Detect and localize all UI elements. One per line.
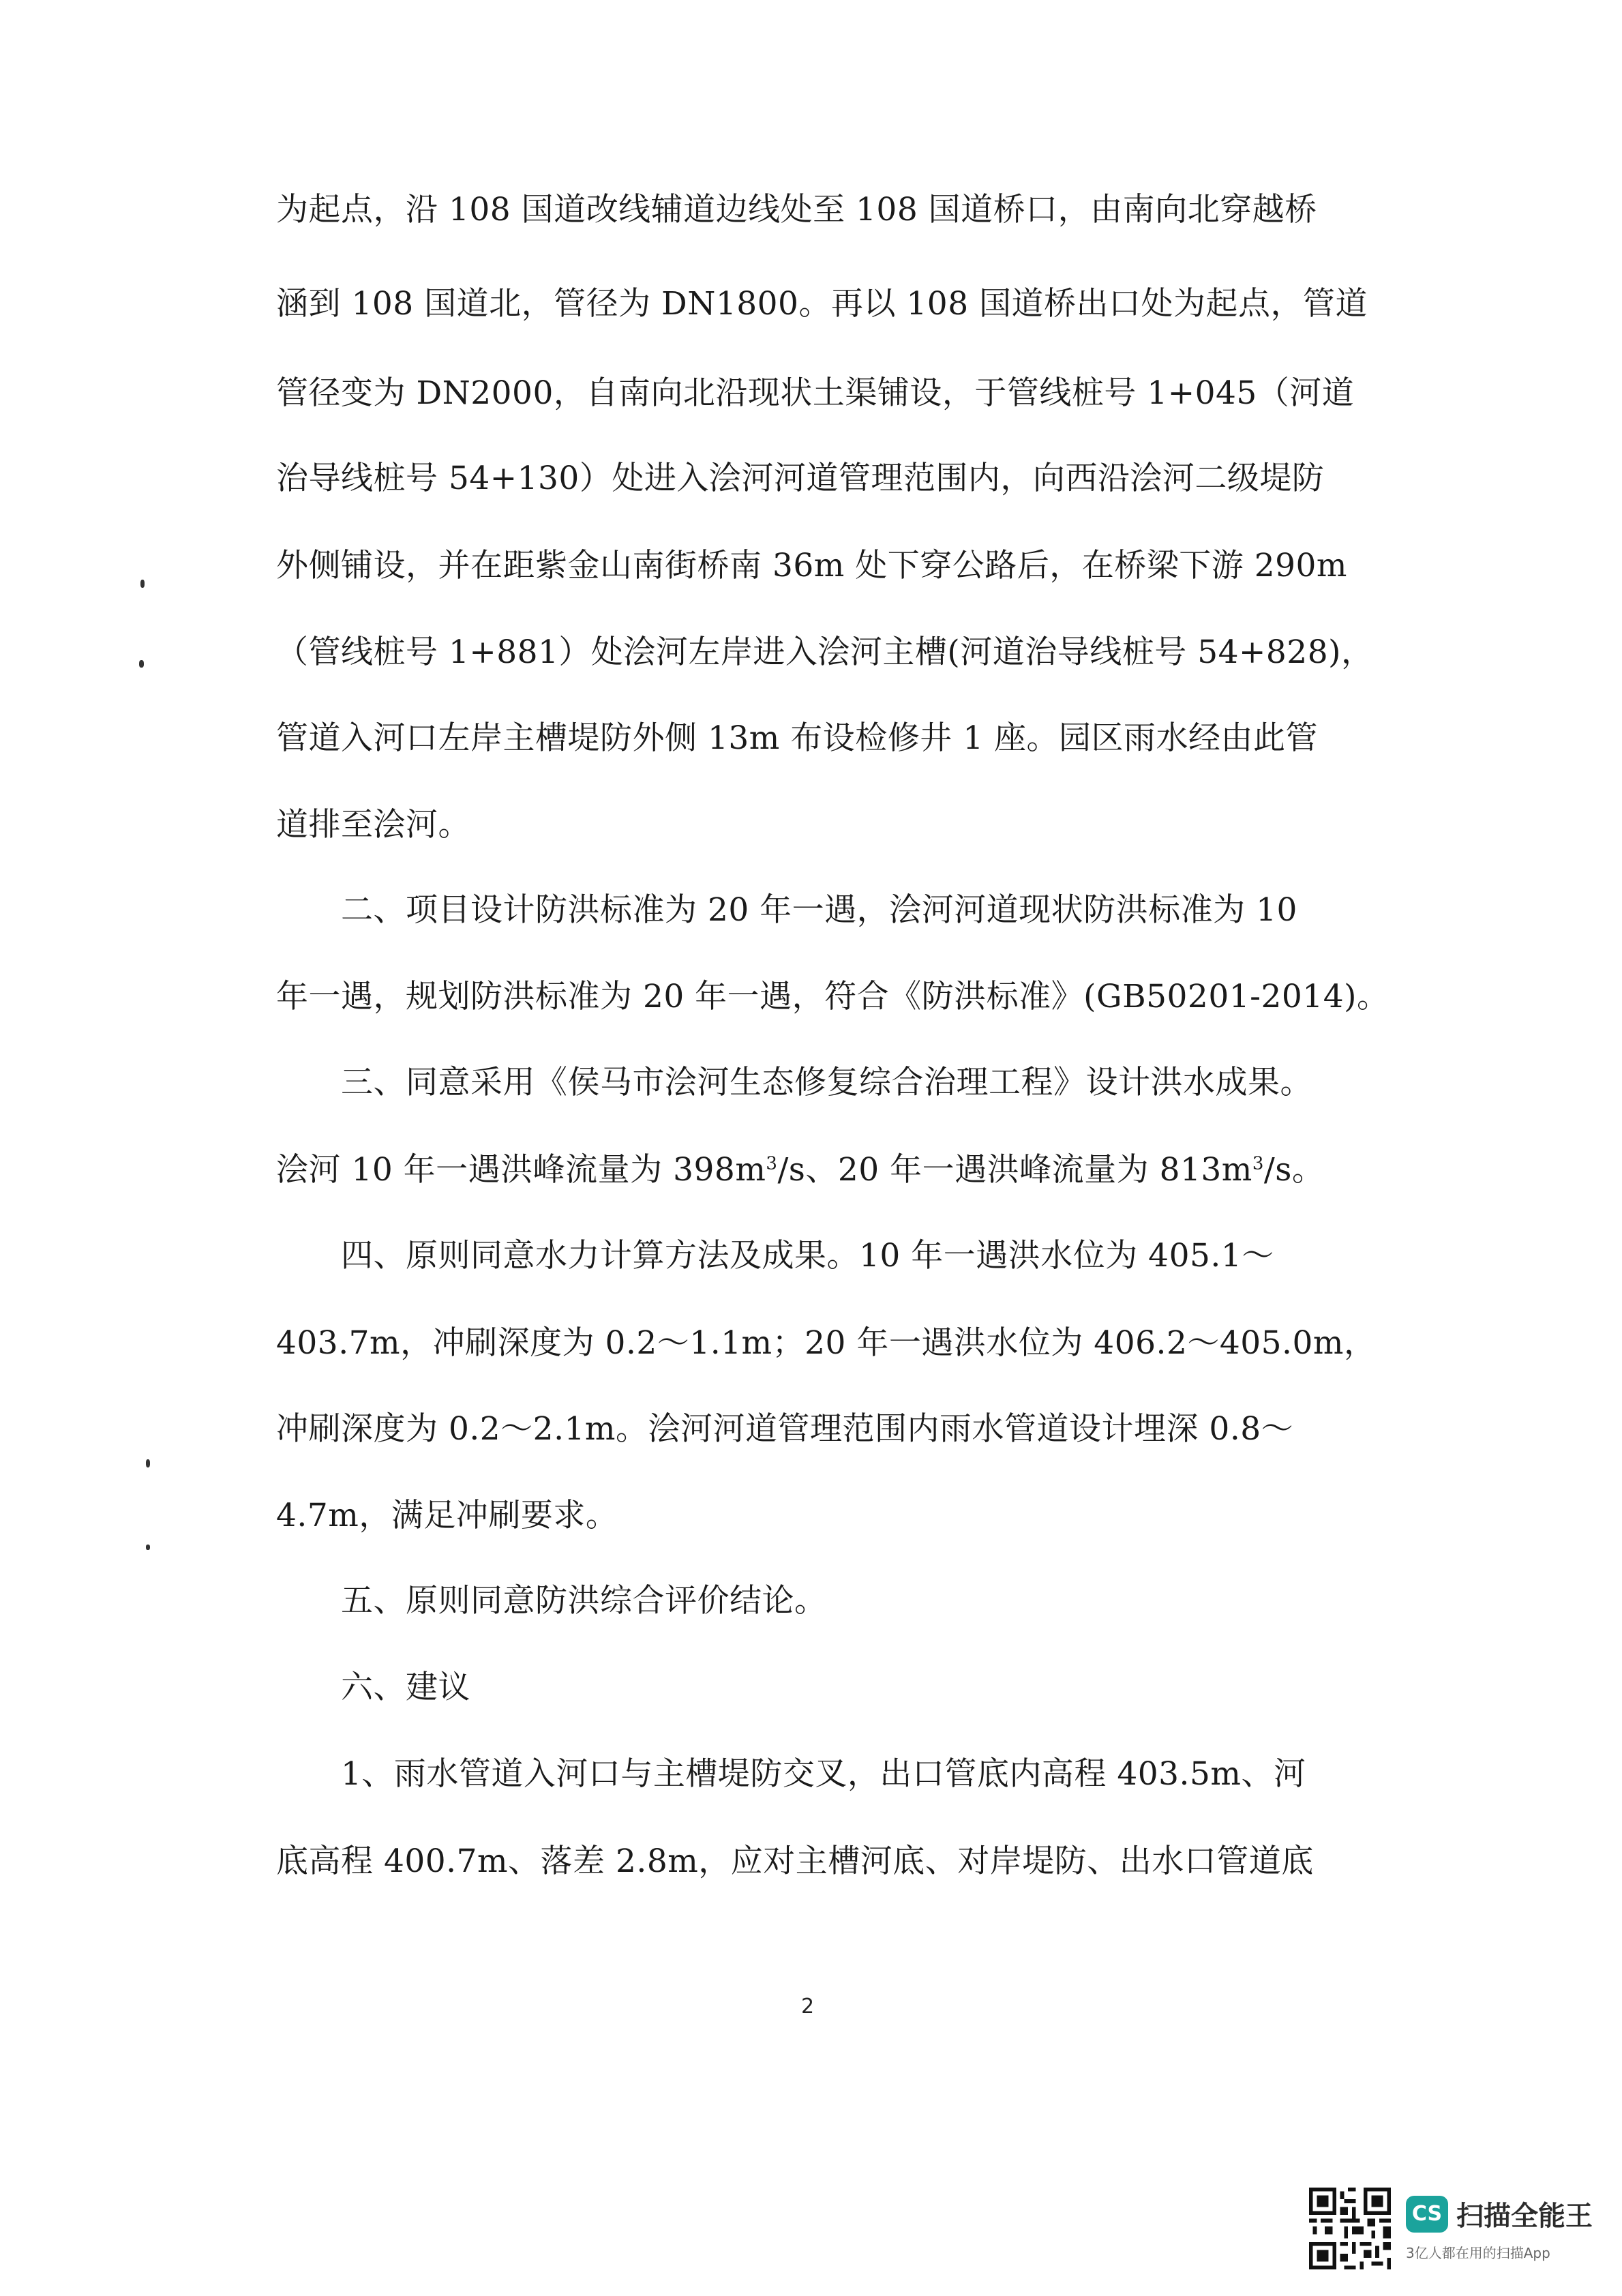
text-line: 为起点，沿 108 国道改线辅道边线处至 108 国道桥口，由南向北穿越桥 (276, 191, 1317, 228)
paragraph-3-line-1: 三、同意采用《侯马市浍河生态修复综合治理工程》设计洪水成果。 (341, 1064, 1312, 1101)
paragraph-2-line-2: 年一遇，规划防洪标准为 20 年一遇，符合《防洪标准》(GB50201-2014)。 (276, 978, 1390, 1015)
scan-speck (146, 1459, 150, 1467)
paragraph-4-line-3: 冲刷深度为 0.2～2.1m。浍河河道管理范围内雨水管道设计埋深 0.8～ (276, 1410, 1294, 1448)
scanner-watermark (1309, 2188, 1609, 2276)
text-line: （管线桩号 1+881）处浍河左岸进入浍河主槽(河道治导线桩号 54+828)， (276, 633, 1374, 671)
paragraph-2-line-1: 二、项目设计防洪标准为 20 年一遇，浍河河道现状防洪标准为 10 (341, 891, 1297, 929)
camscanner-logo-icon: CS (1406, 2196, 1448, 2233)
section-6-heading: 六、建议 (341, 1669, 470, 1706)
text-line: 治导线桩号 54+130）处进入浍河河道管理范围内，向西沿浍河二级堤防 (276, 460, 1325, 497)
superscript-cubed: 3 (1252, 1153, 1264, 1174)
scan-speck (139, 660, 144, 668)
flow-10yr-text: 浍河 10 年一遇洪峰流量为 398m (276, 1151, 766, 1189)
text-line: 外侧铺设，并在距紫金山南街桥南 36m 处下穿公路后，在桥梁下游 290m (276, 547, 1347, 584)
paragraph-5-line-1: 五、原则同意防洪综合评价结论。 (341, 1582, 827, 1620)
flow-20yr-text: /s、20 年一遇洪峰流量为 813m (777, 1151, 1252, 1189)
paragraph-4-line-1: 四、原则同意水力计算方法及成果。10 年一遇洪水位为 405.1～ (341, 1237, 1274, 1274)
scan-speck (146, 1545, 150, 1550)
brand-name: 扫描全能王 (1456, 2201, 1593, 2232)
brand-tagline: 3亿人都在用的扫描App (1406, 2245, 1550, 2261)
page-number: 2 (801, 1995, 815, 2018)
paragraph-4-line-4: 4.7m，满足冲刷要求。 (276, 1497, 618, 1534)
suggestion-1-line-1: 1、雨水管道入河口与主槽堤防交叉，出口管底内高程 403.5m、河 (341, 1755, 1306, 1793)
suggestion-1-line-2: 底高程 400.7m、落差 2.8m，应对主槽河底、对岸堤防、出水口管道底 (276, 1843, 1314, 1880)
text-line: 管径变为 DN2000，自南向北沿现状土渠铺设，于管线桩号 1+045（河道 (276, 374, 1355, 412)
flow-unit-tail: /s。 (1263, 1151, 1325, 1189)
text-line: 涵到 108 国道北，管径为 DN1800。再以 108 国道桥出口处为起点，管道 (276, 285, 1368, 323)
paragraph-4-line-2: 403.7m，冲刷深度为 0.2～1.1m；20 年一遇洪水位为 406.2～405.0m， (276, 1324, 1377, 1362)
scan-speck (140, 580, 145, 588)
superscript-cubed: 3 (766, 1153, 778, 1174)
qr-code-icon (1309, 2188, 1391, 2269)
text-line: 管道入河口左岸主槽堤防外侧 13m 布设检修井 1 座。园区雨水经由此管 (276, 719, 1319, 757)
text-line: 道排至浍河。 (276, 806, 470, 844)
paragraph-3-line-2 (276, 1150, 1360, 1191)
